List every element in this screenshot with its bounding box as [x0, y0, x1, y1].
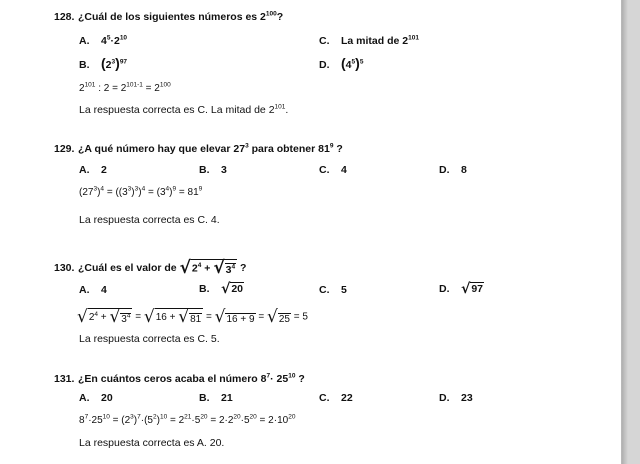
work-paren: ) — [97, 187, 101, 198]
option-letter: A. — [79, 392, 90, 404]
question-base: 81 — [318, 143, 330, 155]
work-exponent: 3 — [127, 185, 132, 193]
answer-line — [79, 214, 220, 226]
option-c — [319, 392, 353, 404]
option-d — [439, 282, 484, 296]
option-mid: ·2 — [110, 35, 120, 47]
option-value: 5 — [341, 284, 347, 296]
work-exponent: 9 — [198, 185, 203, 193]
work-term: = (2 — [109, 415, 131, 426]
option-letter: D. — [439, 282, 450, 295]
work-paren: ) — [169, 187, 173, 198]
option-letter: B. — [199, 282, 210, 295]
question-end: ? — [295, 373, 305, 385]
work-line — [77, 308, 308, 326]
work-line — [79, 187, 202, 198]
work-equals: = — [255, 311, 267, 323]
question-number: 131. — [54, 373, 75, 385]
question-base: 8 — [260, 373, 267, 385]
question-number: 129. — [54, 143, 75, 155]
option-letter: B. — [79, 59, 90, 71]
work-exponent: 3 — [93, 185, 98, 193]
inner-radical: √ $3^4$ — [109, 307, 131, 327]
work-paren: ) — [133, 415, 138, 426]
option-exponent: 5 — [106, 34, 111, 42]
work-equals: = — [203, 311, 215, 323]
option-b: B. $(2^3)^{97}$ — [79, 55, 128, 71]
option-c — [319, 35, 419, 47]
option-a — [79, 35, 127, 47]
option-radical: √ 20 — [221, 281, 244, 297]
work-exponent: 20 — [233, 413, 241, 421]
work-exponent: 20 — [288, 413, 296, 421]
work-paren: ) — [131, 187, 135, 198]
option-value: 23 — [461, 392, 473, 404]
question-mid: para obtener — [248, 143, 319, 155]
question-text: ¿En cuántos ceros acaba el número — [78, 373, 261, 385]
radical-exponent: 4 — [126, 312, 131, 320]
work-term: = 2·10 — [256, 415, 289, 426]
work-term: ·25 — [88, 415, 103, 426]
work-term: 16 — [155, 312, 167, 324]
page-edge-shadow — [621, 0, 640, 464]
work-term: ·5 — [191, 415, 201, 426]
option-exponent: 3 — [111, 58, 116, 66]
work-exponent: 100 — [159, 81, 171, 89]
option-outer-exponent: 5 — [359, 58, 364, 66]
work-exponent: 7 — [84, 413, 89, 421]
question-end: ? — [276, 11, 284, 23]
question-exponent: 7 — [266, 372, 271, 380]
work-exponent: 4 — [100, 185, 105, 193]
question-exponent: 9 — [329, 142, 334, 150]
answer-text: La respuesta correcta es C. 5. — [79, 333, 220, 345]
inner-radical: √ 81 — [178, 307, 202, 327]
option-a — [79, 164, 107, 176]
option-letter: C. — [319, 284, 330, 296]
work-radical: √ 16 + 9 — [214, 306, 255, 327]
answer-text: La respuesta correcta es C. La mitad de — [79, 104, 269, 116]
question-radical: √ $2^4$ + √ $3^4$ — [179, 258, 236, 278]
work-term: = 81 — [176, 187, 199, 198]
option-value: 3 — [221, 164, 227, 176]
question-128 — [54, 11, 283, 23]
option-base: 4 — [101, 35, 107, 47]
question-text: ¿Cuál es el valor de — [78, 261, 180, 274]
answer-base: 2 — [268, 104, 275, 116]
question-text: ¿Cuál de los siguientes números es 2 — [78, 11, 266, 23]
work-exponent: 4 — [141, 185, 146, 193]
work-equals: = — [132, 311, 144, 323]
option-value: 20 — [101, 392, 113, 404]
work-term: ·(5 — [140, 415, 153, 426]
work-exponent: 101-1 — [126, 81, 143, 89]
question-base: · 25 — [270, 373, 289, 385]
option-letter: B. — [199, 392, 210, 404]
option-text: La mitad de 2 — [341, 35, 409, 47]
work-term: = 2 — [167, 415, 185, 426]
question-exponent: 100 — [265, 10, 277, 18]
radical-exponent: 4 — [197, 261, 202, 269]
work-radical: √ $2^4$ + √ $3^4$ — [77, 307, 131, 327]
answer-line — [79, 437, 224, 449]
option-letter: B. — [199, 164, 210, 176]
work-term: = ((3 — [104, 187, 128, 198]
option-value: 4 — [101, 284, 107, 296]
work-term: 25 — [278, 313, 290, 325]
option-a — [79, 284, 107, 296]
work-term: = 2 — [142, 83, 160, 94]
option-base: 4 — [345, 59, 352, 71]
option-value: 2 — [101, 164, 107, 176]
answer-line — [79, 333, 220, 345]
option-radical: √ 97 — [461, 281, 484, 297]
question-end: ? — [333, 143, 343, 155]
work-plus: + — [166, 312, 179, 324]
question-number: 130. — [54, 261, 75, 274]
option-letter: D. — [439, 164, 450, 176]
question-number: 128. — [54, 11, 75, 23]
option-exponent: 101 — [408, 34, 419, 42]
option-value: 21 — [221, 392, 233, 404]
work-exponent: 9 — [172, 185, 177, 193]
question-end: ? — [237, 261, 247, 274]
option-letter: A. — [79, 164, 90, 176]
option-b — [199, 282, 244, 296]
answer-text: La respuesta correcta es C. 4. — [79, 214, 220, 226]
option-value: 97 — [471, 283, 484, 296]
radical-plus: + — [201, 262, 214, 275]
option-outer-exponent: 97 — [119, 58, 128, 66]
work-result: = 5 — [290, 311, 308, 323]
work-exponent: 3 — [130, 413, 134, 421]
answer-end: . — [285, 104, 289, 116]
radical-exponent: 4 — [94, 310, 99, 318]
work-exponent: 101 — [84, 81, 96, 89]
work-term: : 2 = 2 — [95, 83, 127, 94]
option-d: D. $(4^5)^5$ — [319, 55, 364, 71]
option-letter: C. — [319, 35, 330, 47]
option-letter: D. — [439, 392, 450, 404]
option-d — [439, 392, 473, 404]
radical-plus: + — [98, 312, 110, 324]
option-d — [439, 164, 467, 176]
work-exponent: 7 — [137, 413, 141, 421]
work-term: 81 — [190, 314, 202, 325]
work-exponent: 3 — [134, 185, 139, 193]
option-exponent: 10 — [119, 34, 128, 42]
question-131 — [54, 373, 305, 385]
work-line — [79, 415, 295, 426]
option-c — [319, 284, 347, 296]
answer-line — [79, 104, 288, 116]
option-a — [79, 392, 113, 404]
radical-base: 3 — [225, 264, 232, 277]
answer-text: La respuesta correcta es A. 20. — [79, 437, 225, 449]
work-term: ·5 — [240, 415, 250, 426]
work-radical: √ 16 + √ 81 — [143, 307, 202, 327]
option-b — [199, 164, 227, 176]
work-radical: √ 25 — [266, 306, 290, 327]
radical-base: 2 — [191, 262, 198, 275]
option-value: 8 — [461, 164, 467, 176]
radical-base: 2 — [88, 312, 95, 324]
option-letter: C. — [319, 392, 330, 404]
radical-base: 3 — [121, 314, 127, 325]
work-exponent: 10 — [102, 413, 110, 421]
option-letter: D. — [319, 59, 330, 71]
option-exponent: 5 — [351, 58, 356, 66]
question-129 — [54, 143, 343, 155]
work-exponent: 2 — [153, 413, 157, 421]
option-letter: A. — [79, 35, 90, 47]
work-term: 16 + 9 — [226, 313, 255, 325]
work-paren: ) — [138, 187, 142, 198]
option-letter: A. — [79, 284, 90, 296]
work-paren: ) — [156, 415, 160, 426]
option-base: 2 — [105, 59, 112, 71]
inner-radical: √ $3^4$ — [213, 258, 236, 278]
option-value: 20 — [231, 283, 244, 296]
work-exponent: 20 — [200, 413, 208, 421]
question-130 — [54, 259, 246, 277]
radical-exponent: 4 — [231, 263, 236, 271]
work-term: (27 — [79, 187, 94, 198]
question-exponent: 3 — [245, 142, 249, 150]
answer-exponent: 101 — [274, 103, 286, 111]
work-exponent: 20 — [249, 413, 257, 421]
question-text: ¿A qué número hay que elevar — [78, 143, 234, 155]
work-exponent: 4 — [165, 185, 170, 193]
work-exponent: 10 — [159, 413, 168, 421]
question-exponent: 10 — [288, 372, 296, 380]
option-letter: C. — [319, 164, 330, 176]
option-value: 22 — [341, 392, 353, 404]
option-c — [319, 164, 347, 176]
work-term: 8 — [79, 415, 85, 426]
work-term: = (3 — [145, 187, 166, 198]
work-line — [79, 83, 171, 94]
option-value: 4 — [341, 164, 347, 176]
work-exponent: 21 — [184, 413, 192, 421]
work-term: 2 — [79, 83, 85, 94]
work-term: = 2·2 — [207, 415, 234, 426]
option-b — [199, 392, 233, 404]
question-base: 27 — [233, 143, 246, 155]
